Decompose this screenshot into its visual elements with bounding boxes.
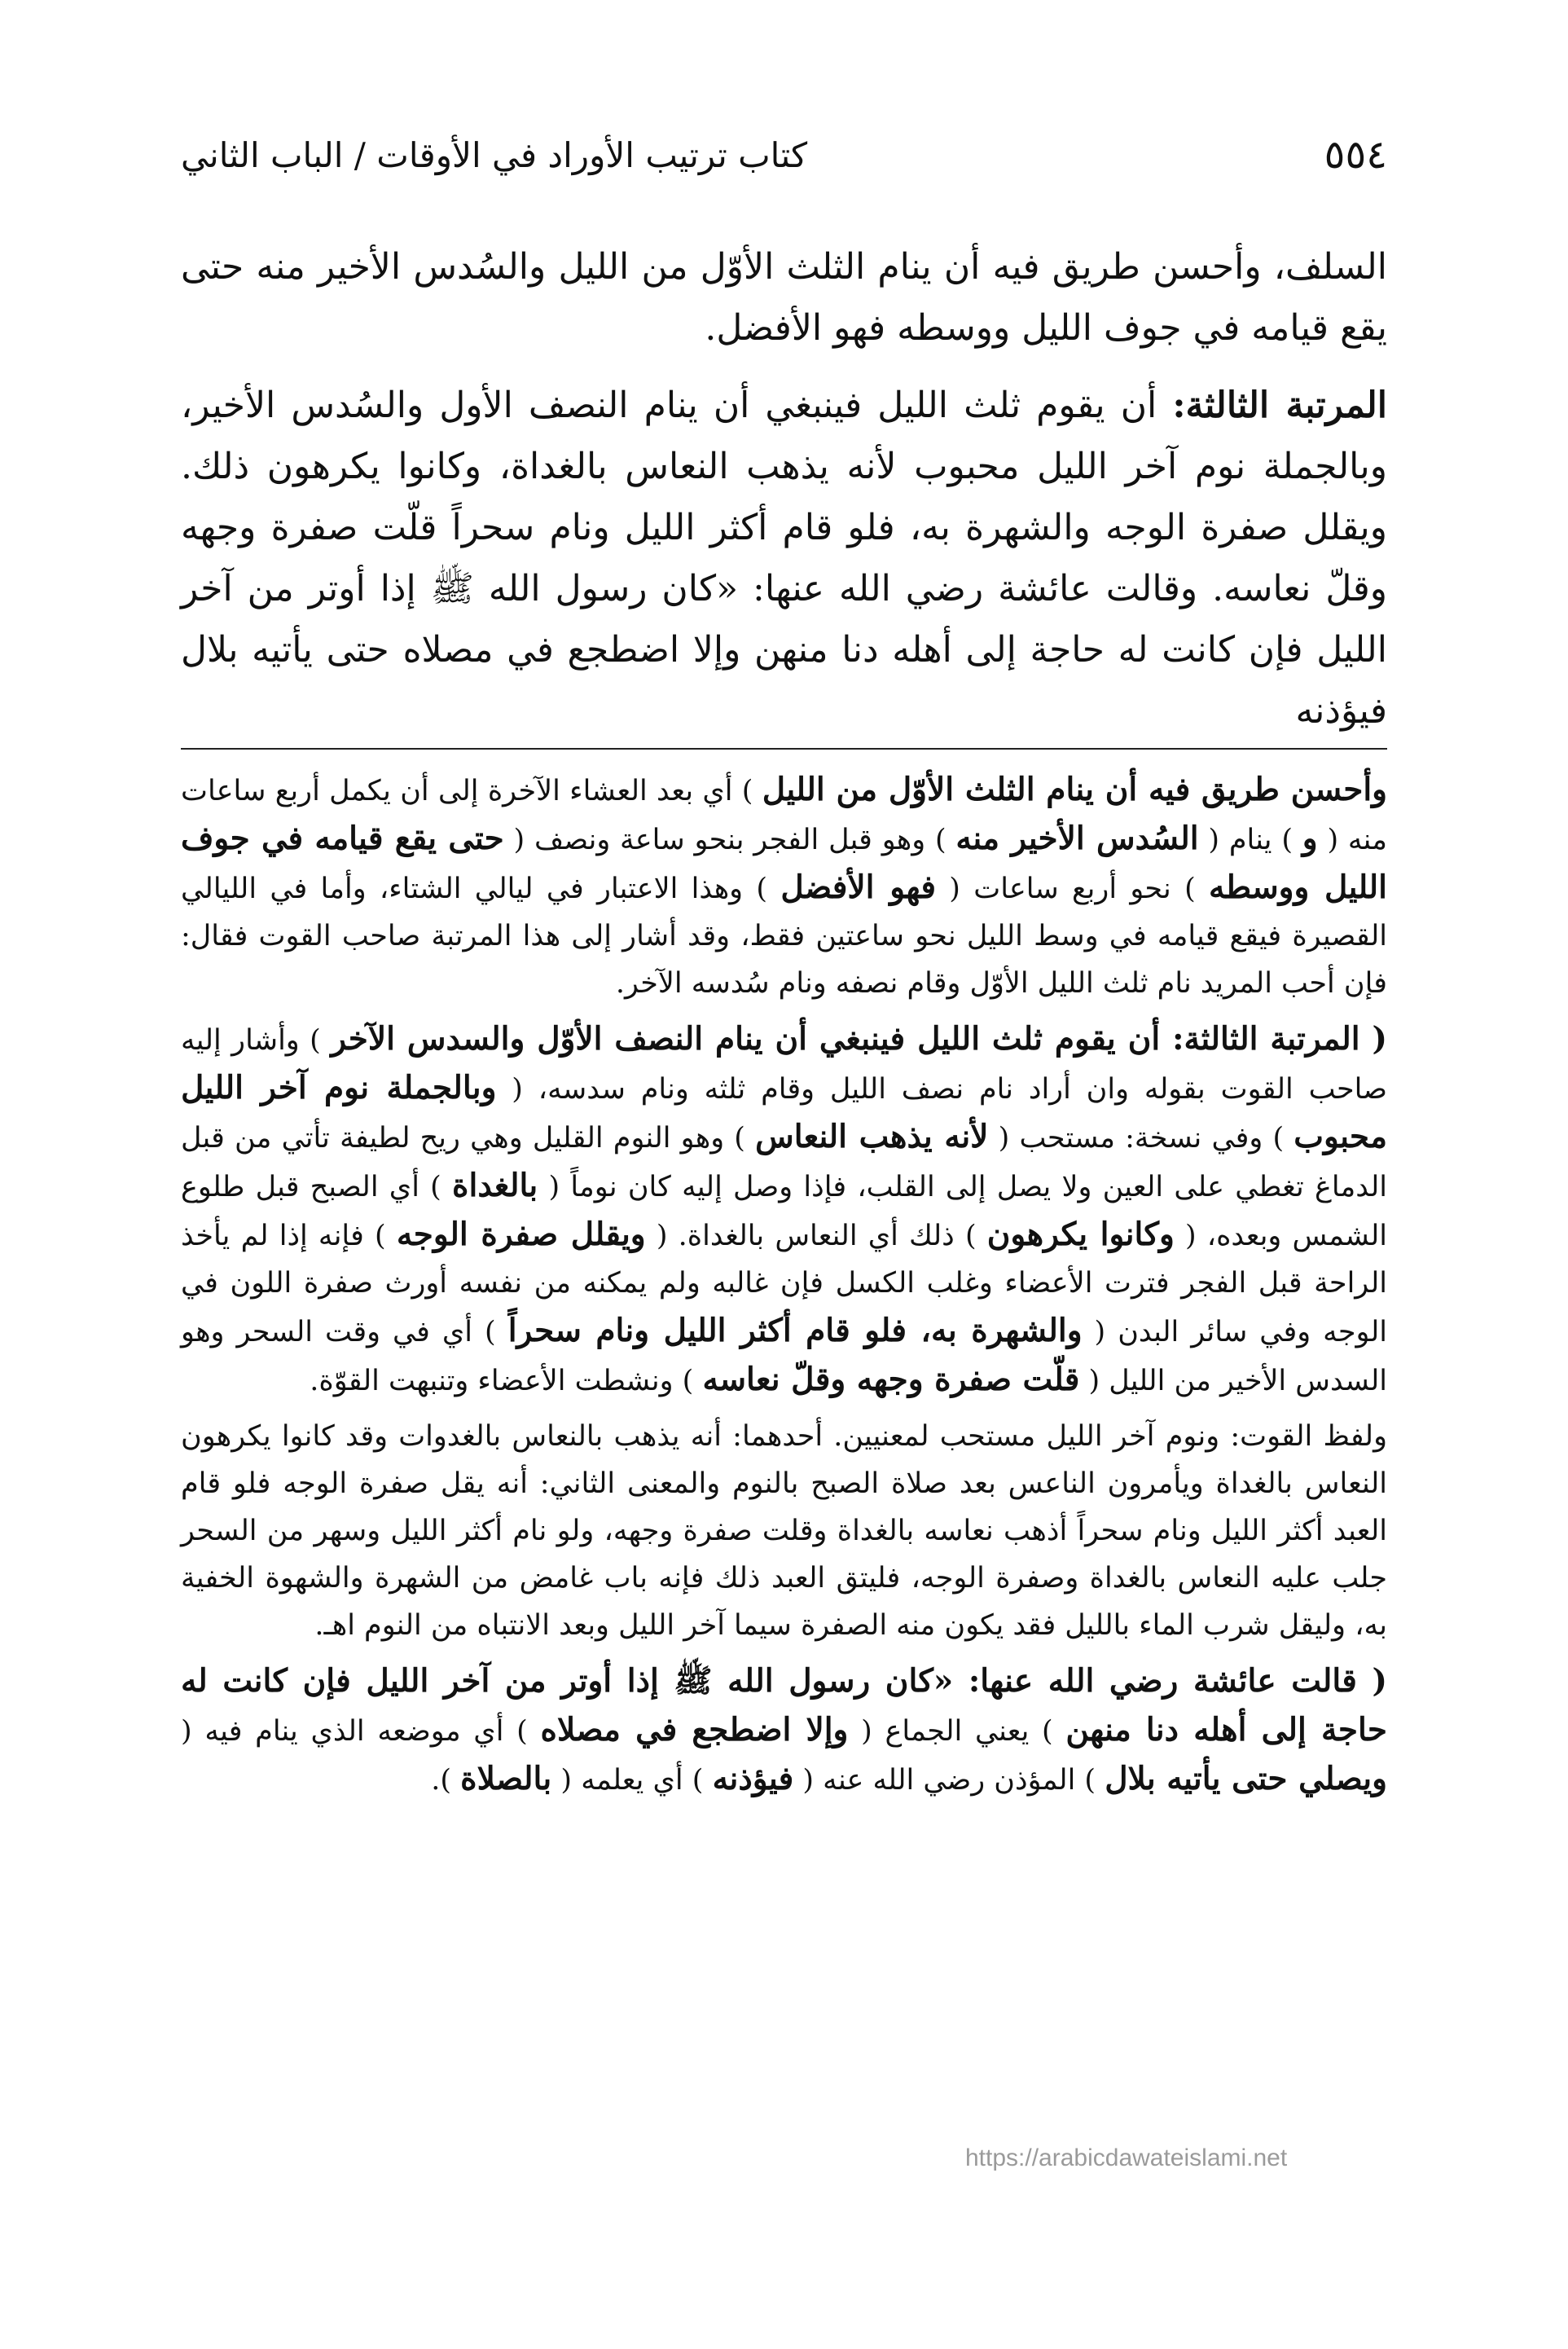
quoted-text: لأنه يذهب النعاس — [755, 1118, 989, 1155]
main-paragraph-1: السلف، وأحسن طريق فيه أن ينام الثلث الأوّل من الليل والسُدس الأخير منه حتى يقع قيامه في جوف الليل ووسطه فهو الأفضل. — [181, 246, 1387, 349]
commentary-text: ) فإنه إذا لم يأخذ الراحة قبل الفجر فترت الأعضاء وغلب الكسل فإن غالبه ولم يمكنه من نفسه أورث صفرة اللون في الوجه وفي سائر البدن ( — [181, 1220, 1387, 1348]
commentary-text: ) يعني الجماع ( — [848, 1715, 1066, 1748]
quoted-text: بالصلاة — [460, 1760, 552, 1797]
commentary-paragraph-4 — [181, 1657, 1387, 1804]
quoted-text: و — [1302, 820, 1318, 857]
main-text — [181, 236, 1387, 741]
quoted-text: حتى يقع قيامه في جوف الليل ووسطه — [181, 820, 1387, 906]
quoted-text: ويقلل صفرة الوجه — [396, 1216, 646, 1253]
commentary-text: ) ذلك أي النعاس بالغداة. ( — [645, 1220, 987, 1252]
page-number: ٥٥٤ — [1324, 132, 1387, 178]
running-title: كتاب ترتيب الأوراد في الأوقات / الباب الثاني — [181, 134, 808, 175]
section-label: المرتبة الثالثة: — [1172, 385, 1387, 426]
quoted-text: وأحسن طريق فيه أن ينام الثلث الأوّل من الليل — [762, 771, 1387, 808]
commentary-text: ) ينام ( — [1198, 824, 1302, 856]
commentary-text: ) أي الصبح قبل طلوع الشمس وبعده، ( — [181, 1171, 1387, 1252]
quoted-text: وبالجملة نوم آخر الليل محبوب — [181, 1069, 1387, 1155]
quoted-text: فيؤذنه — [712, 1760, 794, 1797]
commentary-text: ) وهذا الاعتبار في ليالي الشتاء، وأما في الليالي القصيرة فيقع قيامه في وسط الليل نحو ساعتين فقط، وقد أشار إلى هذا المرتبة صاحب القوت فقال: فإن أحب المريد نام ثلث الليل الأوّل وقام نصفه ونام سُدسه الآخر. — [181, 873, 1387, 1000]
commentary-text: ) أي بعد العشاء الآخرة إلى أن يكمل أربع ساعات منه ( — [181, 775, 1387, 856]
quoted-text: فهو الأفضل — [780, 869, 936, 906]
commentary-text: ) أي موضعه الذي ينام فيه ( — [181, 1715, 541, 1748]
commentary-text: ). — [431, 1764, 461, 1797]
main-paragraph-2-text: أن يقوم ثلث الليل فينبغي أن ينام النصف الأول والسُدس الأخير، وبالجملة نوم آخر الليل محبوب لأنه يذهب النعاس بالغداة، وكانوا يكرهون ذلك. ويقلل صفرة الوجه والشهرة به، فلو قام أكثر الليل ونام سحراً قلّت صفرة وجهه وقلّ نعاسه. وقالت عائشة رضي الله عنها: «كان رسول الله ﷺ إذا أوتر من آخر الليل فإن كانت له حاجة إلى أهله دنا منهن وإلا اضطجع في مصلاه حتى يأتيه بلال فيؤذنه — [181, 385, 1388, 732]
commentary-text: ) وأشار إليه صاحب القوت بقوله وان أراد نام نصف الليل وقام ثلثه ونام سدسه، ( — [181, 1024, 1387, 1106]
quoted-text: وإلا اضطجع في مصلاه — [540, 1711, 849, 1749]
quoted-text: قلّت صفرة وجهه وقلّ نعاسه — [702, 1361, 1080, 1398]
commentary-text: ) أي في وقت السحر وهو السدس الأخير من الليل ( — [181, 1316, 1387, 1397]
quoted-text: ويصلي حتى يأتيه بلال — [1105, 1760, 1387, 1797]
commentary-paragraph-2 — [181, 1015, 1387, 1405]
commentary-text: ) أي يعلمه ( — [551, 1764, 713, 1797]
page-header — [181, 122, 1387, 187]
quoted-text: وكانوا يكرهون — [986, 1216, 1175, 1253]
commentary-text: ) وفي نسخة: مستحب ( — [988, 1122, 1294, 1155]
footnote-divider — [181, 748, 1387, 750]
commentary-text: ) ونشطت الأعضاء وتنبهت القوّة. — [310, 1365, 703, 1397]
commentary-text: ) نحو أربع ساعات ( — [935, 873, 1210, 905]
commentary-paragraph-3: ولفظ القوت: ونوم آخر الليل مستحب لمعنيين. أحدهما: أنه يذهب بالنعاس بالغدوات وقد كانوا يكرهون النعاس بالغداة ويأمرون الناعس بعد صلاة الصبح بالنوم والمعنى الثاني: أنه يقل صفرة الوجه فلو قام العبد أكثر الليل ونام سحراً أذهب نعاسه بالغداة وقلت صفرة وجهه، ولو نام أكثر الليل وسهر من السحر جلب عليه النعاس بالغداة وصفرة الوجه، فليتق العبد ذلك فإنه باب غامض من الشهرة والشهوة الخفية به، وليقل شرب الماء بالليل فقد يكون منه الصفرة سيما آخر الليل وبعد الانتباه من النوم اهـ. — [181, 1420, 1387, 1642]
quoted-text: السُدس الأخير منه — [955, 820, 1199, 857]
quoted-text: ( المرتبة الثالثة: أن يقوم ثلث الليل فينبغي أن ينام النصف الأوّل والسدس الآخر — [331, 1020, 1387, 1058]
commentary-paragraph-1 — [181, 766, 1387, 1007]
watermark-url: https://arabicdawateislami.net — [965, 2144, 1288, 2171]
commentary-text: ) وهو النوم القليل وهي ريح لطيفة تأتي من قبل الدماغ تغطي على العين ولا يصل إلى القلب، فإذا وصل إليه كان نوماً ( — [181, 1122, 1387, 1203]
quoted-text: والشهرة به، فلو قام أكثر الليل ونام سحراً — [507, 1312, 1083, 1349]
quoted-text: بالغداة — [452, 1167, 538, 1204]
commentary-text: ) وهو قبل الفجر بنحو ساعة ونصف ( — [503, 824, 956, 856]
quoted-text: ( قالت عائشة رضي الله عنها: «كان رسول الله ﷺ إذا أوتر من آخر الليل فإن كانت له حاجة إلى أهله دنا منهن — [181, 1662, 1387, 1749]
main-paragraph-2 — [181, 375, 1387, 741]
commentary-text: ) المؤذن رضي الله عنه ( — [793, 1764, 1105, 1797]
commentary — [181, 766, 1387, 1804]
